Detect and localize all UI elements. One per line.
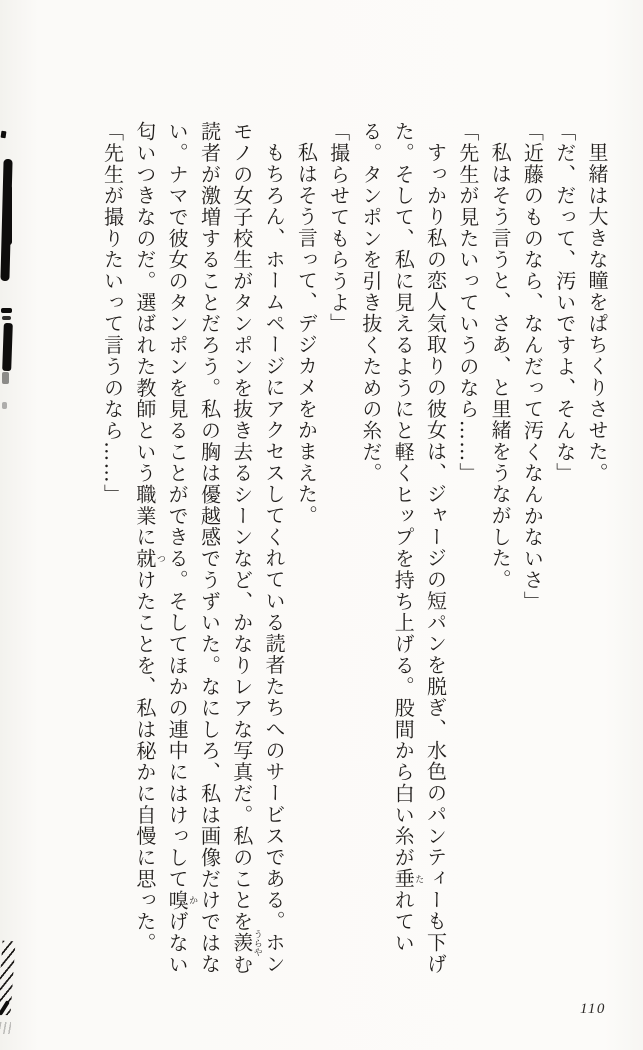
paragraph: 「先生が見たいっていうのなら……」 [455,121,480,484]
furigana-annotated-kanji: 嗅か [165,889,198,911]
paragraph: 私はそう言うと、さあ、と里緒をうながした。 [488,142,513,591]
scan-artifact-dot [2,402,7,409]
scan-artifact-tick [1,131,7,139]
paragraph: 里緒は大きな瞳をぱちくりさせた。 [585,142,609,484]
furigana-annotated-kanji: 就つ [132,548,165,570]
scan-artifact-dash [2,316,11,320]
paragraph: 私はそう言って、デジカメをかまえた。 [294,142,319,527]
scan-artifact-dash [1,308,12,313]
scan-artifact-bar-lower [2,323,13,371]
paragraph: 「撮らせてもらうよ」 [326,121,351,335]
scan-artifact-faint-dashes [0,1022,11,1034]
furigana-annotated-kanji: 羨うらや [229,929,262,957]
furigana-annotated-kanji: 垂た [391,868,424,890]
paragraph: すっかり私の恋人気取りの彼女は、ジャージの短パンを脱ぎ、水色のパンティーも下げた。そして、私に見えるようにと軽くヒップを持ち上げる。股間から白い糸が垂たれている。タンポンを引き抜くための糸だ。 [358,121,448,976]
paragraph: もちろん、ホームページにアクセスしてくれている読者たちへのサービスである。ホンモノの女子校生がタンポンを抜き去るシーンなど、かなりレアな写真だ。私のことを羨うらやむ読者が激増することだろう。私の胸は優越感でうずいた。なにしろ、私は画像だけではない。ナマで彼女のタンポンを見ることができる。そしてほかの連中にはけっして嗅かげない匂いつきなのだ。選ばれた教師という職業に就つけたことを、私は秘かに自慢に思った。 [132,121,287,976]
page-number: 110 [580,1001,606,1017]
novel-text-block [96,121,613,977]
scan-artifact-bar-top-blob [5,185,12,245]
paragraph: 「先生が撮りたいって言うのなら……」 [100,121,125,506]
scan-artifact-fade-mark [2,372,9,384]
paragraph: 「だ、だって、汚いですよ、そんな」 [552,121,577,484]
paragraph: 「近藤のものなら、なんだって汚くなんかないさ」 [520,121,545,613]
